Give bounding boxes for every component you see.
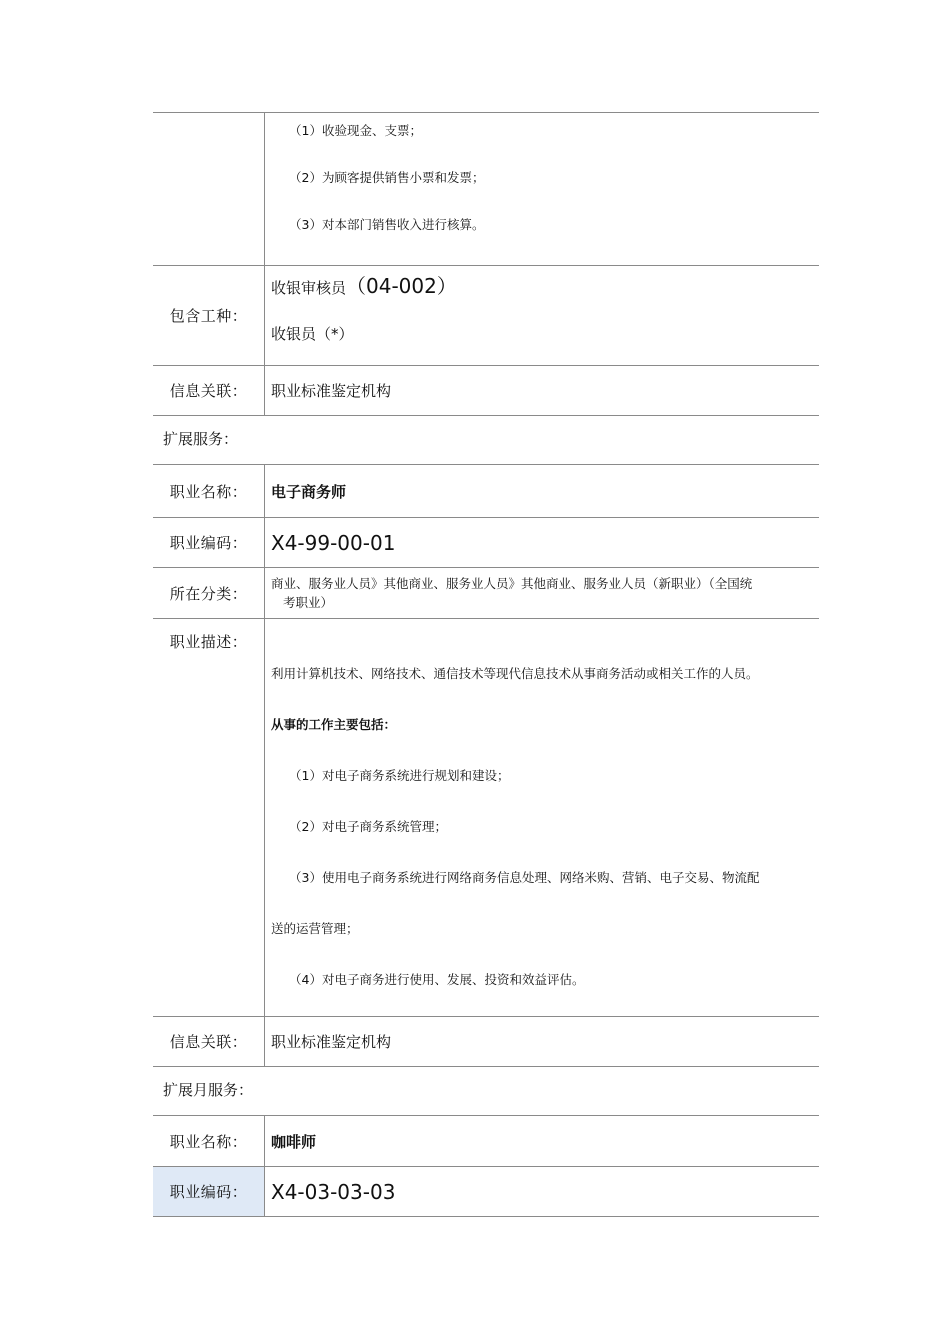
job-name-row xyxy=(153,1115,819,1166)
category-line: 考职业） xyxy=(283,595,334,610)
duties-continuation-row xyxy=(153,112,819,265)
job-code-row xyxy=(153,1166,819,1217)
included-job-types-value xyxy=(265,266,819,365)
description-item: （4）对电子商务进行使用、发展、投资和效益评估。 xyxy=(289,972,585,987)
description-item: （2）对电子商务系统管理； xyxy=(289,819,447,834)
info-link-value[interactable]: 职业标准鉴定机构 xyxy=(271,382,392,400)
job-name-value: 咖啡师 xyxy=(271,1132,317,1151)
job-type-line: 收银员（*） xyxy=(271,325,354,343)
job-type-code: （04-002） xyxy=(346,274,457,298)
info-link-label: 信息关联： xyxy=(153,1017,265,1066)
job-category-row xyxy=(153,567,819,618)
job-description-value xyxy=(265,619,819,1016)
duty-item: （3）对本部门销售收入进行核算。 xyxy=(289,217,485,232)
job-code-label: 职业编码： xyxy=(153,518,265,567)
duty-item: （1）收验现金、支票； xyxy=(289,123,422,138)
occupation-document xyxy=(153,112,819,1217)
description-item: （3）使用电子商务系统进行网络商务信息处理、网络米购、营销、电子交易、物流配 xyxy=(289,870,760,885)
info-link-row xyxy=(153,365,819,415)
category-line: 商业、服务业人员》其他商业、服务业人员》其他商业、服务业人员（新职业）（全国统 xyxy=(271,576,753,591)
section-heading: 扩展服务： xyxy=(153,415,819,464)
job-name-label: 职业名称： xyxy=(153,465,265,517)
job-name-label: 职业名称： xyxy=(153,1116,265,1166)
info-link-value[interactable]: 职业标准鉴定机构 xyxy=(271,1033,392,1051)
job-code-value: X4-99-00-01 xyxy=(271,530,396,555)
included-job-types-row xyxy=(153,265,819,365)
job-type-name: 收银审核员 xyxy=(271,279,347,297)
job-name-value: 电子商务师 xyxy=(271,482,347,501)
job-description-row xyxy=(153,618,819,1016)
description-intro: 利用计算机技术、网络技术、通信技术等现代信息技术从事商务活动或相关工作的人员。 xyxy=(271,666,759,681)
info-link-label: 信息关联： xyxy=(153,366,265,415)
duty-item: （2）为顾客提供销售小票和发票； xyxy=(289,170,485,185)
included-job-types-label: 包含工种： xyxy=(153,266,265,365)
section-heading: 扩展月服务： xyxy=(153,1066,819,1115)
duties-list xyxy=(265,113,819,265)
job-code-row xyxy=(153,517,819,567)
job-category-value xyxy=(265,568,819,618)
job-name-row xyxy=(153,464,819,517)
job-code-value: X4-03-03-03 xyxy=(271,1179,396,1204)
description-heading: 从事的工作主要包括： xyxy=(271,717,397,732)
info-link-row xyxy=(153,1016,819,1066)
job-description-label: 职业描述： xyxy=(153,619,265,1016)
empty-label-cell xyxy=(153,113,265,265)
description-item: 送的运营管理； xyxy=(271,921,359,936)
description-item: （1）对电子商务系统进行规划和建设； xyxy=(289,768,510,783)
job-category-label: 所在分类： xyxy=(153,568,265,618)
job-code-label: 职业编码： xyxy=(153,1167,265,1216)
job-type-line xyxy=(271,272,813,322)
